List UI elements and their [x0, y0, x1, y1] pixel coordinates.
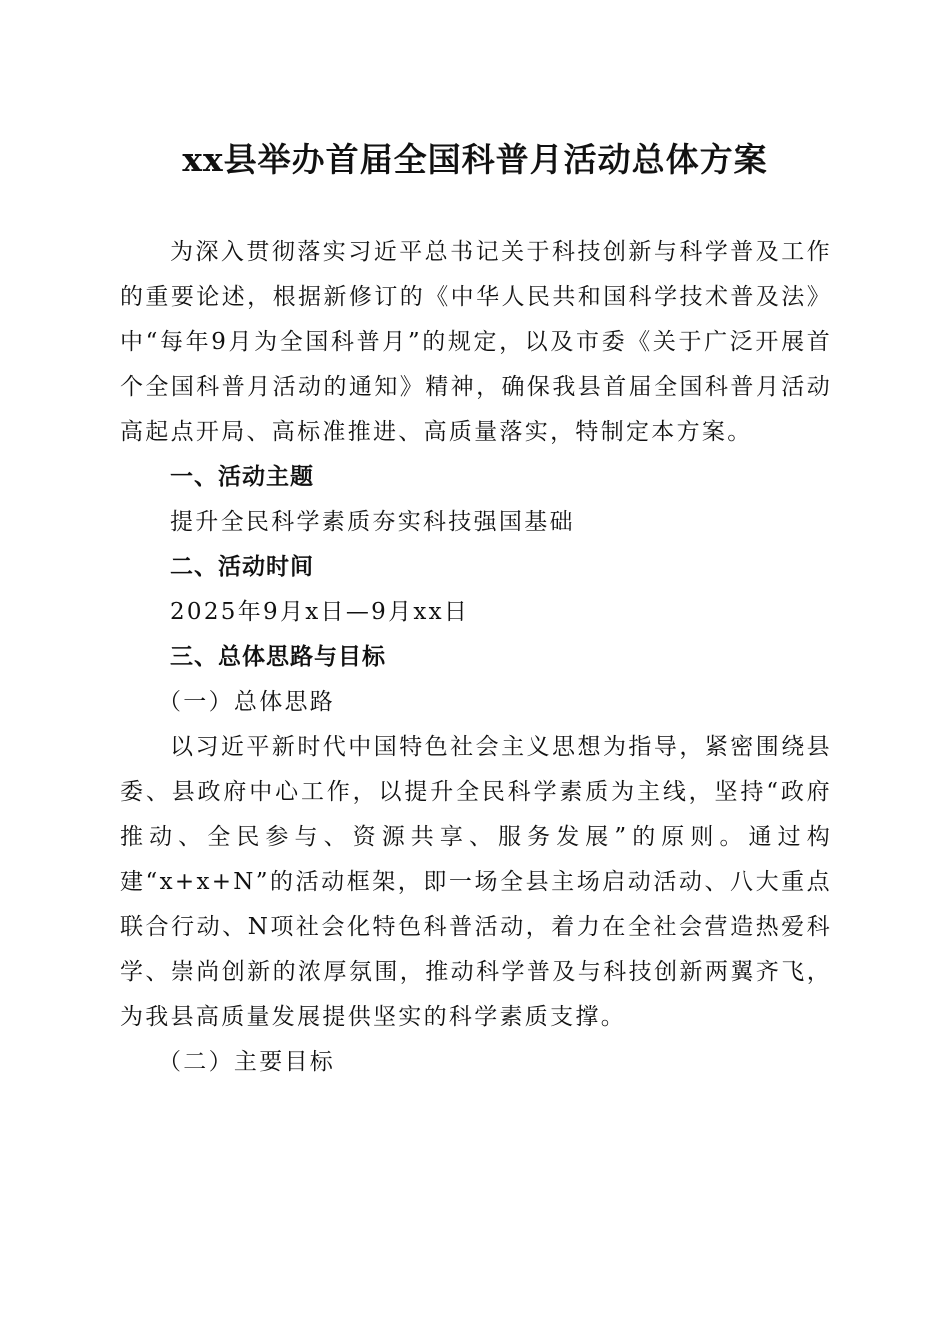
document-title: xx县举办首届全国科普月活动总体方案 [182, 140, 768, 179]
overall-approach-paragraph: 以习近平新时代中国特色社会主义思想为指导，紧密围绕县委、县政府中心工作，以提升全民科学素质为主线，坚持“政府推动、全民参与、资源共享、服务发展”的原则。通过构建“x+x+N”的活动框架，即一场全县主场启动活动、八大重点联合行动、N项社会化特色科普活动，着力在全社会营造热爱科学、崇尚创新的浓厚氛围，推动科学普及与科技创新两翼齐飞，为我县高质量发展提供坚实的科学素质支撑。 [120, 734, 832, 1030]
time-text: 2025年9月x日—9月xx日 [170, 599, 470, 625]
document-body [120, 230, 832, 1085]
theme-text: 提升全民科学素质夯实科技强国基础 [170, 509, 575, 535]
subsection-heading-goals: （二）主要目标 [158, 1049, 336, 1075]
section-heading-theme: 一、活动主题 [170, 464, 314, 490]
section-heading-approach: 三、总体思路与目标 [170, 644, 386, 670]
subsection-heading-overall: （一）总体思路 [158, 689, 336, 715]
section-heading-time: 二、活动时间 [170, 554, 314, 580]
intro-paragraph: 为深入贯彻落实习近平总书记关于科技创新与科学普及工作的重要论述，根据新修订的《中华人民共和国科学技术普及法》中“每年9月为全国科普月”的规定，以及市委《关于广泛开展首个全国科普月活动的通知》精神，确保我县首届全国科普月活动高起点开局、高标准推进、高质量落实，特制定本方案。 [120, 239, 832, 445]
